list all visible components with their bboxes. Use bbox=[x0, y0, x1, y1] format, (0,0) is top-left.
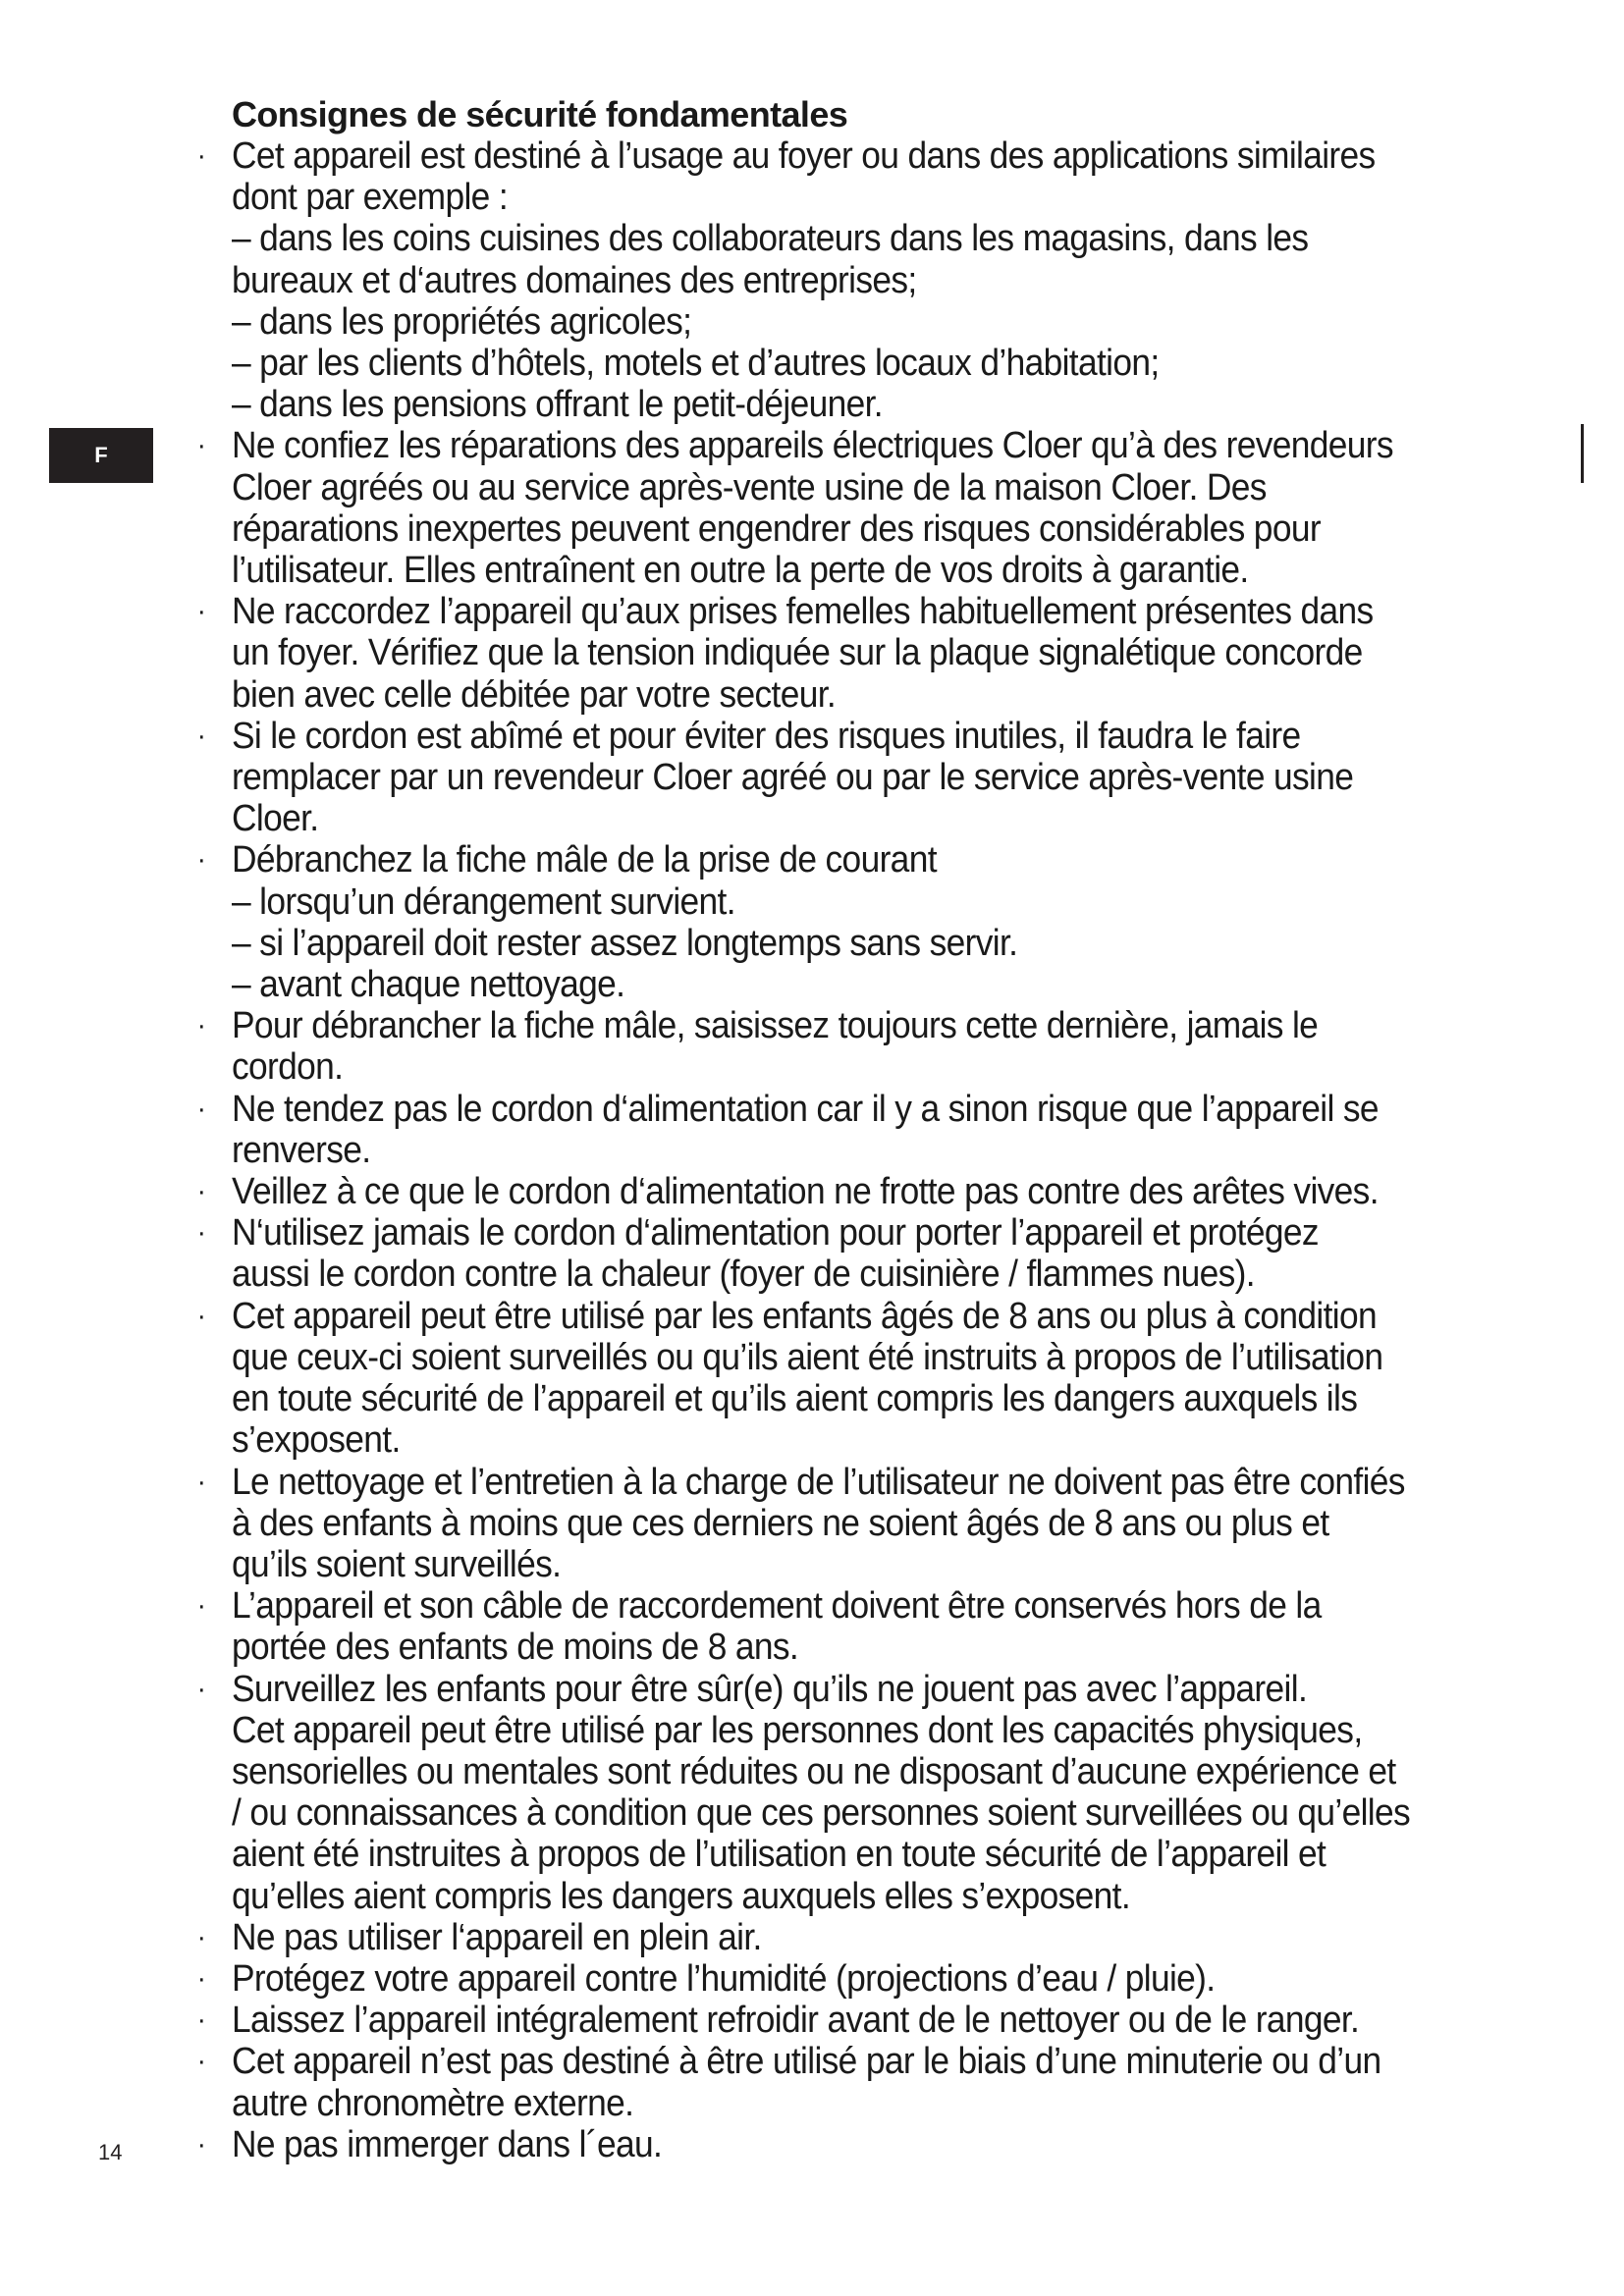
item-line: aient été instruites à propos de l’utilisation en toute sécurité de l’appareil et bbox=[232, 1834, 1326, 1876]
item-line: L’appareil et son câble de raccordement doivent être conservés hors de la bbox=[232, 1585, 1322, 1628]
item-line: portée des enfants de moins de 8 ans. bbox=[232, 1627, 799, 1669]
bullet-icon: · bbox=[196, 1961, 206, 1995]
item-line: Le nettoyage et l’entretien à la charge de l’utilisateur ne doivent pas être confiés bbox=[232, 1461, 1405, 1503]
item-line: Débranchez la fiche mâle de la prise de courant bbox=[232, 839, 937, 881]
item-line: Ne confiez les réparations des appareils électriques Cloer qu’à des revendeurs bbox=[232, 425, 1393, 467]
item-line: Cet appareil peut être utilisé par les enfants âgés de 8 ans ou plus à condition bbox=[232, 1295, 1377, 1337]
instruction-list bbox=[196, 135, 1587, 2165]
item-line: Ne tendez pas le cordon d‘alimentation car il y a sinon risque que l’appareil se bbox=[232, 1088, 1379, 1130]
item-line: Ne raccordez l’appareil qu’aux prises femelles habituellement présentes dans bbox=[232, 591, 1374, 633]
item-line: Ne pas immerger dans l´eau. bbox=[232, 2123, 663, 2165]
list-item bbox=[196, 839, 1624, 1006]
item-line: l’utilisateur. Elles entraînent en outre la perte de vos droits à garantie. bbox=[232, 550, 1249, 592]
bullet-icon: · bbox=[196, 719, 206, 752]
bullet-icon: · bbox=[196, 1920, 206, 1953]
item-line: Pour débrancher la fiche mâle, saisissez toujours cette dernière, jamais le bbox=[232, 1005, 1319, 1047]
page-number: 14 bbox=[98, 2140, 123, 2164]
bullet-icon: · bbox=[196, 429, 206, 462]
list-item bbox=[196, 135, 1624, 426]
bullet-icon: · bbox=[196, 595, 206, 628]
item-line: renverse. bbox=[232, 1129, 371, 1171]
item-line: Cloer agréés ou au service après-vente usine de la maison Cloer. Des bbox=[232, 466, 1267, 508]
item-line: en toute sécurité de l’appareil et qu’ils aient compris les dangers auxquels ils bbox=[232, 1378, 1358, 1420]
bullet-icon: · bbox=[196, 1672, 206, 1705]
item-line: sensorielles ou mentales sont réduites ou ne disposant d’aucune expérience et bbox=[232, 1750, 1396, 1792]
bullet-icon: · bbox=[196, 1589, 206, 1623]
item-line: Cet appareil est destiné à l’usage au foyer ou dans des applications similaires bbox=[232, 135, 1376, 177]
list-item bbox=[196, 1088, 1624, 1171]
list-item bbox=[196, 1585, 1624, 1669]
item-line: – dans les pensions offrant le petit-déjeuner. bbox=[232, 384, 883, 426]
item-line: Ne pas utiliser l‘appareil en plein air. bbox=[232, 1916, 762, 1958]
bullet-icon: · bbox=[196, 1216, 206, 1250]
list-item bbox=[196, 1295, 1624, 1462]
list-item bbox=[196, 1212, 1624, 1296]
item-line: – si l’appareil doit rester assez longtemps sans servir. bbox=[232, 922, 1018, 964]
list-item bbox=[196, 2123, 1624, 2165]
item-line: qu’elles aient compris les dangers auxquels elles s’exposent. bbox=[232, 1875, 1131, 1917]
item-line: réparations inexpertes peuvent engendrer des risques considérables pour bbox=[232, 507, 1321, 550]
item-line: Surveillez les enfants pour être sûr(e) qu’ils ne jouent pas avec l’appareil. bbox=[232, 1668, 1308, 1710]
item-line: dont par exemple : bbox=[232, 177, 509, 219]
item-line: Laissez l’appareil intégralement refroidir avant de le nettoyer ou de le ranger. bbox=[232, 2000, 1360, 2042]
language-tab: F bbox=[49, 428, 153, 483]
item-line: Cet appareil peut être utilisé par les personnes dont les capacités physiques, bbox=[232, 1709, 1363, 1751]
item-line: Cet appareil n’est pas destiné à être utilisé par le biais d’une minuterie ou d’un bbox=[232, 2041, 1381, 2083]
bullet-icon: · bbox=[196, 1092, 206, 1125]
list-item bbox=[196, 1668, 1624, 1917]
item-line: à des enfants à moins que ces derniers ne soient âgés de 8 ans ou plus et bbox=[232, 1502, 1329, 1544]
item-line: qu’ils soient surveillés. bbox=[232, 1543, 562, 1585]
bullet-icon: · bbox=[196, 1465, 206, 1498]
bullet-icon: · bbox=[196, 2127, 206, 2161]
list-item bbox=[196, 715, 1624, 840]
bullet-icon: · bbox=[196, 1009, 206, 1042]
item-line: Veillez à ce que le cordon d‘alimentation ne frotte pas contre des arêtes vives. bbox=[232, 1171, 1379, 1213]
item-line: aussi le cordon contre la chaleur (foyer de cuisinière / flammes nues). bbox=[232, 1254, 1255, 1296]
item-line: – avant chaque nettoyage. bbox=[232, 964, 625, 1006]
item-line: bureaux et d‘autres domaines des entreprises; bbox=[232, 259, 917, 301]
list-item bbox=[196, 1957, 1624, 2000]
page-title: Consignes de sécurité fondamentales bbox=[232, 94, 848, 134]
list-item bbox=[196, 1005, 1624, 1089]
bullet-icon: · bbox=[196, 139, 206, 172]
item-line: – lorsqu’un dérangement survient. bbox=[232, 881, 735, 923]
item-line: – dans les propriétés agricoles; bbox=[232, 300, 692, 343]
list-item bbox=[196, 2041, 1624, 2124]
bullet-icon: · bbox=[196, 843, 206, 877]
item-line: / ou connaissances à condition que ces personnes soient surveillées ou qu’elles bbox=[232, 1792, 1411, 1835]
bullet-icon: · bbox=[196, 2003, 206, 2037]
item-line: s’exposent. bbox=[232, 1419, 401, 1462]
item-line: bien avec celle débitée par votre secteur. bbox=[232, 673, 837, 716]
safety-instructions bbox=[196, 94, 1587, 2165]
item-line: remplacer par un revendeur Cloer agréé ou par le service après-vente usine bbox=[232, 757, 1354, 799]
item-line: cordon. bbox=[232, 1046, 344, 1089]
list-item bbox=[196, 2000, 1624, 2042]
item-line: Si le cordon est abîmé et pour éviter des risques inutiles, il faudra le faire bbox=[232, 715, 1301, 757]
bullet-icon: · bbox=[196, 2045, 206, 2078]
list-item bbox=[196, 591, 1624, 716]
item-line: autre chronomètre externe. bbox=[232, 2082, 634, 2124]
item-line: un foyer. Vérifiez que la tension indiquée sur la plaque signalétique concorde bbox=[232, 632, 1363, 674]
item-line: – dans les coins cuisines des collaborateurs dans les magasins, dans les bbox=[232, 218, 1309, 260]
list-item bbox=[196, 1171, 1624, 1213]
bullet-icon: · bbox=[196, 1175, 206, 1208]
bullet-icon: · bbox=[196, 1299, 206, 1332]
item-line: Cloer. bbox=[232, 798, 319, 840]
list-item bbox=[196, 1916, 1624, 1958]
list-item bbox=[196, 425, 1624, 592]
list-item bbox=[196, 1461, 1624, 1586]
item-line: N‘utilisez jamais le cordon d‘alimentation pour porter l’appareil et protégez bbox=[232, 1212, 1319, 1255]
item-line: que ceux-ci soient surveillés ou qu’ils aient été instruits à propos de l’utilisation bbox=[232, 1336, 1383, 1378]
item-line: – par les clients d’hôtels, motels et d’autres locaux d’habitation; bbox=[232, 343, 1160, 385]
item-line: Protégez votre appareil contre l’humidité (projections d’eau / pluie). bbox=[232, 1957, 1216, 2000]
